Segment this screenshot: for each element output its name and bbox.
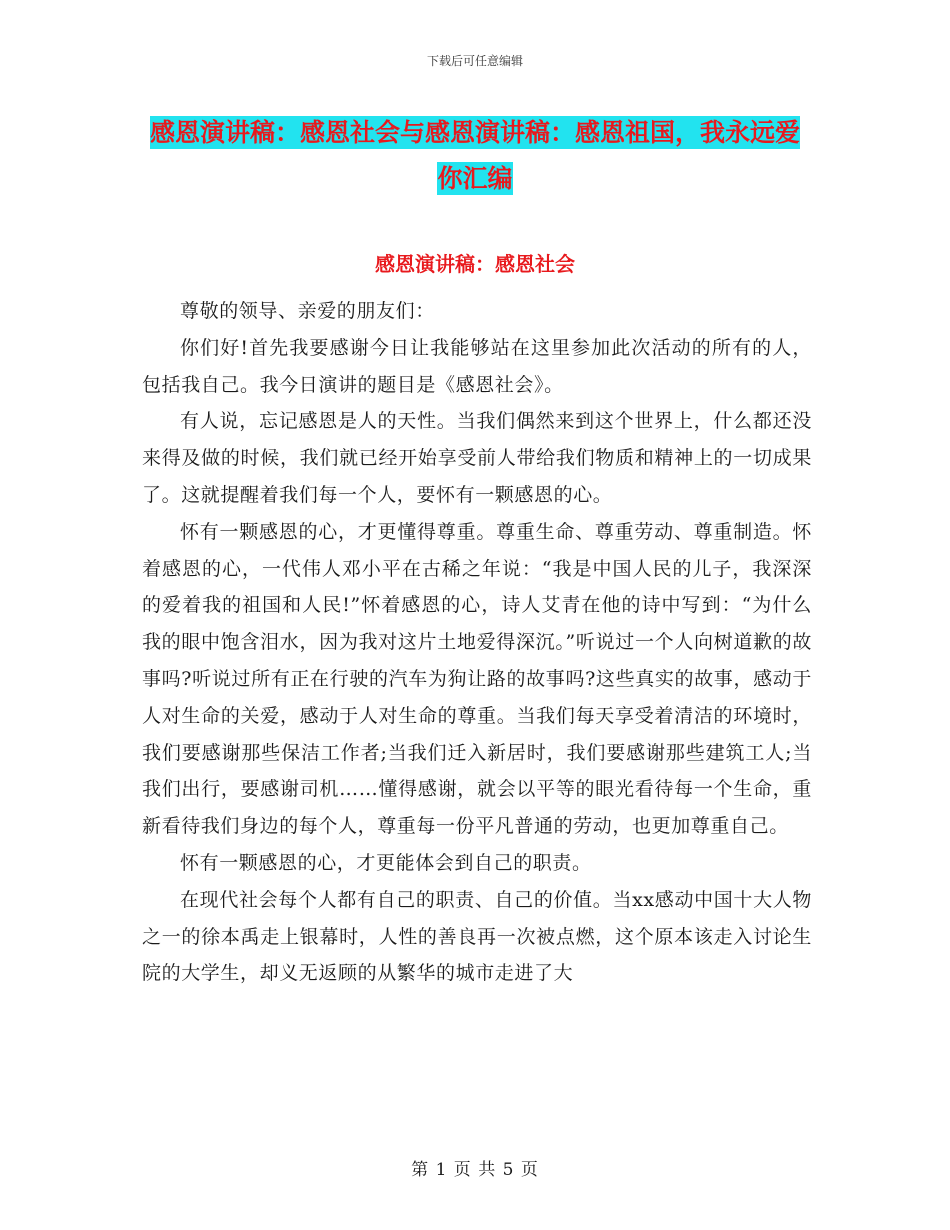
section-title: 感恩演讲稿：感恩社会 — [375, 252, 575, 276]
document-title — [140, 110, 810, 202]
paragraph: 有人说，忘记感恩是人的天性。当我们偶然来到这个世界上，什么都还没来得及做的时候，我们就已经开始享受前人带给我们物质和精神上的一切成果了。这就提醒着我们每一个人，要怀有一颗感恩的心。 — [142, 410, 812, 506]
document-body — [142, 293, 812, 992]
paragraph: 你们好!首先我要感谢今日让我能够站在这里参加此次活动的所有的人，包括我自己。我今日演讲的题目是《感恩社会》。 — [142, 336, 812, 396]
paragraph-greeting: 尊敬的领导、亲爱的朋友们： — [180, 300, 435, 322]
page-number-footer: 第 1 页 共 5 页 — [411, 1160, 539, 1180]
paragraph: 怀有一颗感恩的心，才更能体会到自己的职责。 — [180, 851, 592, 874]
document-title-text: 感恩演讲稿：感恩社会与感恩演讲稿：感恩祖国，我永远爱你汇编 — [149, 118, 800, 193]
header-note: 下载后可任意编辑 — [426, 54, 523, 68]
paragraph: 在现代社会每个人都有自己的职责、自己的价值。当xx感动中国十大人物之一的徐本禹走上银幕时，人性的善良再一次被点燃，这个原本该走入讨论生院的大学生，却义无返顾的从繁华的城市走进了大 — [142, 888, 812, 985]
paragraph: 怀有一颗感恩的心，才更懂得尊重。尊重生命、尊重劳动、尊重制造。怀着感恩的心，一代伟人邓小平在古稀之年说：“我是中国人民的儿子，我深深的爱着我的祖国和人民!”怀着感恩的心，诗人艾青在他的诗中写到：“为什么我的眼中饱含泪水，因为我对这片土地爱得深沉。”听说过一个人向树道歉的故事吗?听说过所有正在行驶的汽车为狗让路的故事吗?这些真实的故事，感动于人对生命的关爱，感动于人对生命的尊重。当我们每天享受着清洁的环境时，我们要感谢那些保洁工作者;当我们迁入新居时，我们要感谢那些建筑工人;当我们出行，要感谢司机……懂得感谢，就会以平等的眼光看待每一个生命，重新看待我们身边的每个人，尊重每一份平凡普通的劳动，也更加尊重自己。 — [142, 520, 812, 838]
